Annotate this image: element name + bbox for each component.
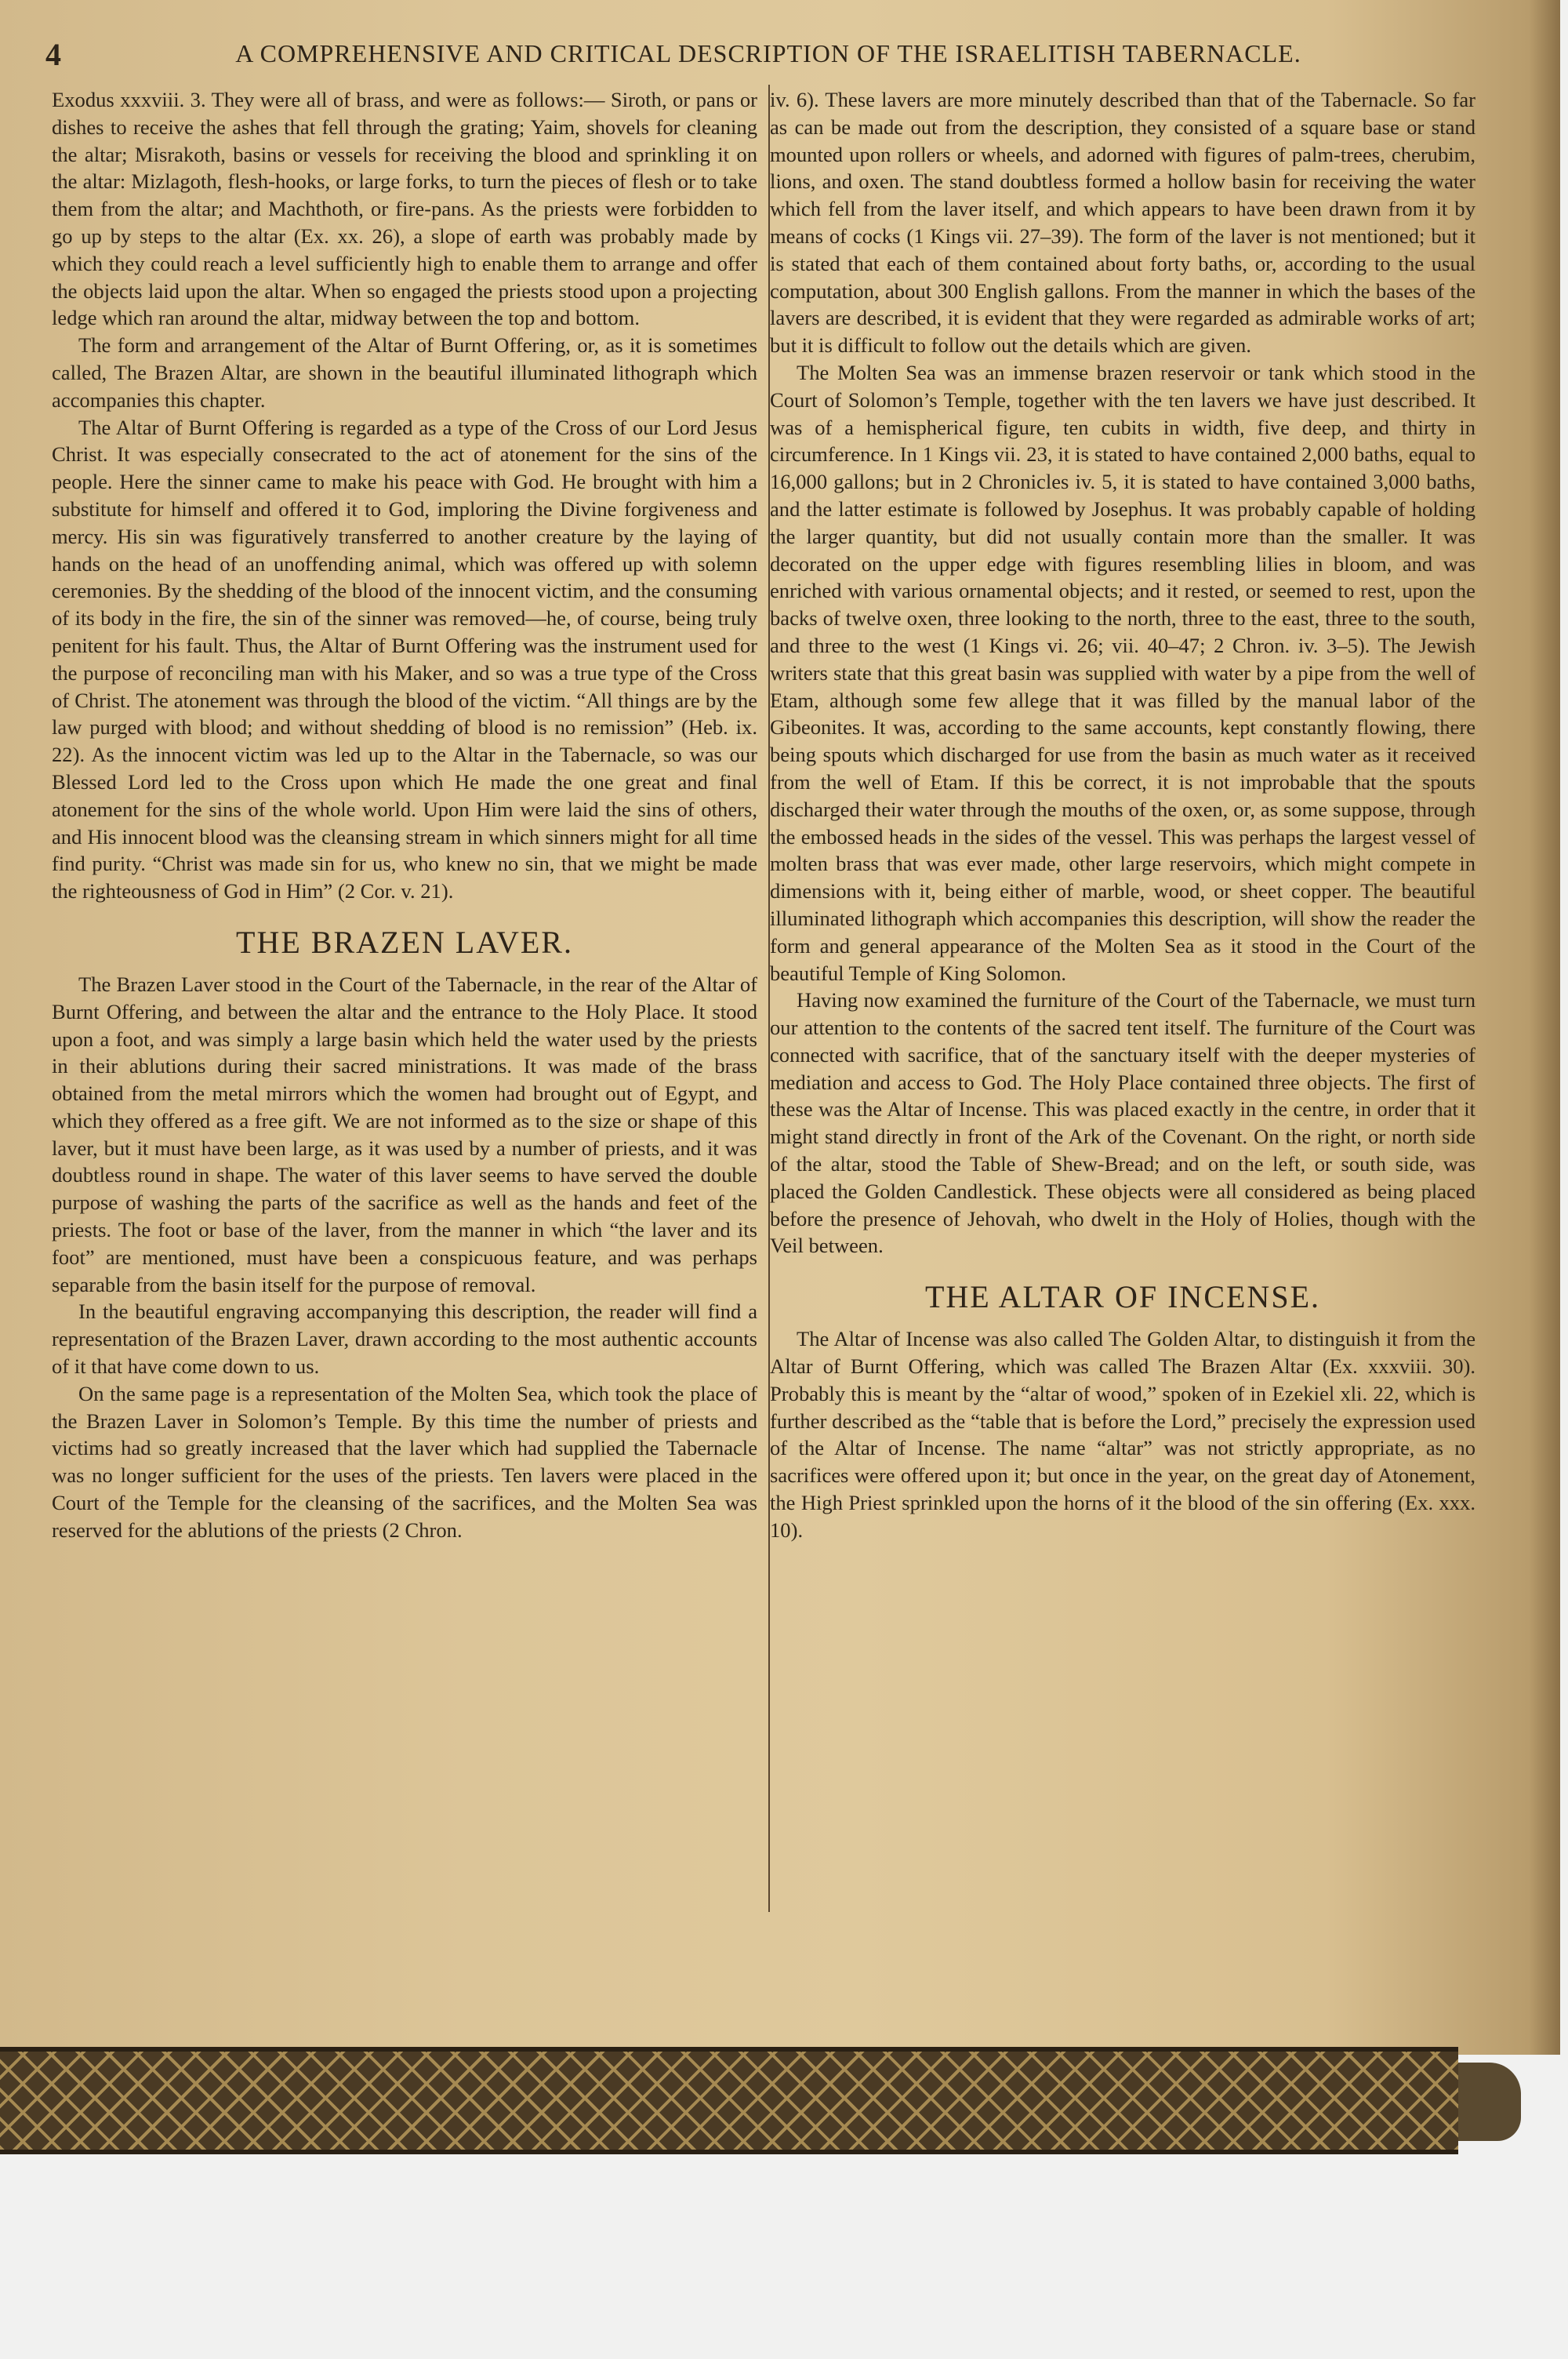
paragraph: Exodus xxxviii. 3. They were all of brass, and were as follows:— Siroth, or pans or dishes to receive the ashes that fell through the grating; Yaim, shovels for cleaning the altar; Misrakoth, basins or vessels for receiving the blood and sprinkling it on the altar: Mizlagoth, flesh-hooks, or large forks, to turn the pieces of flesh or to take them from the altar; and Machthoth, or fire-pans. As the priests were forbidden to go up by steps to the altar (Ex. xx. 26), a slope of earth was probably made by which they could reach a level sufficiently high to enable them to arrange and offer the objects laid upon the altar. When so engaged the priests stood upon a projecting ledge which ran around the altar, midway between the top and bottom. bbox=[52, 88, 757, 330]
decorative-border bbox=[0, 2047, 1458, 2154]
running-head bbox=[0, 36, 1568, 71]
paragraph: The Altar of Burnt Offering is regarded as a type of the Cross of our Lord Jesus Christ. It was especially consecrated to the act of atonement for the sins of the people. Here the sinner came to make his peace with God. He brought with him a substitute for himself and offered it to God, imploring the Divine forgiveness and mercy. His sin was figuratively transferred to another creature by the laying of hands on the head of an unoffending animal, which was offered up with solemn ceremonies. By the shedding of the blood of the innocent victim, and the consuming of its body in the fire, the sin of the sinner was removed—he, of course, being truly penitent for his fault. Thus, the Altar of Burnt Offering was the instrument used for the purpose of reconciling man with his Maker, and so was a true type of the Cross of Christ. The atonement was through the blood of the victim. “All things are by the law purged with blood; and without shedding of blood is no remission” (Heb. ix. 22). As the innocent victim was led up to the Altar in the Tabernacle, so was our Blessed Lord led to the Cross upon which He made the one great and final atonement for the sins of the whole world. Upon Him were laid the sins of others, and His innocent blood was the cleansing stream in which sinners might for all time find purity. “Christ was made sin for us, who knew no sin, that we might be made the righteousness of God in Him” (2 Cor. v. 21). bbox=[52, 415, 757, 903]
paragraph: In the beautiful engraving accompanying this description, the reader will find a representation of the Brazen Laver, drawn according to the most authentic accounts of it that have come down to us. bbox=[52, 1299, 757, 1379]
paragraph: Having now examined the furniture of the Court of the Tabernacle, we must turn our attention to the contents of the sacred tent itself. The furniture of the Court was connected with sacrifice, that of the sanctuary itself with the deeper mysteries of mediation and access to God. The Holy Place contained three objects. The first of these was the Altar of Incense. This was placed exactly in the centre, in order that it might stand directly in front of the Ark of the Covenant. On the right, or north side of the altar, stood the Table of Shew-Bread; and on the left, or south side, was placed the Golden Candlestick. These objects were all considered as being placed before the presence of Jehovah, who dwelt in the Holy of Holies, though with the Veil between. bbox=[770, 988, 1475, 1258]
right-column bbox=[770, 86, 1475, 1544]
section-heading: THE ALTAR OF INCENSE. bbox=[924, 1279, 1320, 1315]
running-title: A COMPREHENSIVE AND CRITICAL DESCRIPTION OF THE ISRAELITISH TABERNACLE. bbox=[235, 39, 1301, 67]
section-heading: THE BRAZEN LAVER. bbox=[236, 924, 573, 960]
paragraph: The Molten Sea was an immense brazen reservoir or tank which stood in the Court of Solomon’s Temple, together with the ten lavers we have just described. It was of a hemispherical figure, ten cubits in width, five deep, and thirty in circumference. In 1 Kings vii. 23, it is stated to have contained 2,000 baths, equal to 16,000 gallons; but in 2 Chronicles iv. 5, it is stated to have contained 3,000 baths, and the latter estimate is followed by Josephus. It was probably capable of holding the larger quantity, but did not usually contain more than the smaller. It was decorated on the upper edge with figures resembling lilies in bloom, and was enriched with various ornamental objects; and it rested, or seemed to rest, upon the backs of twelve oxen, three looking to the north, three to the east, three to the south, and three to the west (1 Kings vi. 26; vii. 40–47; 2 Chron. iv. 3–5). The Jewish writers state that this great basin was supplied with water by a pipe from the well of Etam, although some few allege that it was filled by the manual labor of the Gibeonites. It was, according to the same accounts, kept constantly flowing, there being spouts which discharged for use from the basin as much water as it received from the well of Etam. If this be correct, it is not improbable that the spouts discharged their water through the mouths of the oxen, or, as some suppose, through the embossed heads in the sides of the vessel. This was perhaps the largest vessel of molten brass that was ever made, other large reservoirs, which might compete in dimensions with it, being either of marble, wood, or sheet copper. The beautiful illuminated lithograph which accompanies this description, will show the reader the form and general appearance of the Molten Sea as it stood in the Court of the beautiful Temple of King Solomon. bbox=[770, 360, 1475, 985]
torn-edge bbox=[1458, 2063, 1521, 2141]
paragraph: The Altar of Incense was also called The Golden Altar, to distinguish it from the Altar of Burnt Offering, which was called The Brazen Altar (Ex. xxxviii. 30). Probably this is meant by the “altar of wood,” spoken of in Ezekiel xli. 22, which is further described as the “table that is before the Lord,” precisely the expression used of the Altar of Incense. The name “altar” was not strictly appropriate, as no sacrifices were offered upon it; but once in the year, on the great day of Atonement, the High Priest sprinkled upon the horns of it the blood of the sin offering (Ex. xxx. 10). bbox=[770, 1327, 1475, 1542]
paragraph: The Brazen Laver stood in the Court of the Tabernacle, in the rear of the Altar of Burnt Offering, and between the altar and the entrance to the Holy Place. It stood upon a foot, and was simply a large basin which held the water used by the priests in their ablutions during their sacred ministrations. It was made of the brass obtained from the metal mirrors which the women had brought out of Egypt, and which they offered as a free gift. We are not informed as to the size or shape of this laver, but it must have been large, as it was used by a number of priests, and it was doubtless round in shape. The water of this laver seems to have served the double purpose of washing the parts of the sacrifice as well as the hands and feet of the priests. The foot or base of the laver, from the manner in which “the laver and its foot” are mentioned, must have been a conspicuous feature, and was perhaps separable from the basin itself for the purpose of removal. bbox=[52, 972, 757, 1296]
left-column bbox=[52, 86, 757, 1544]
paragraph: iv. 6). These lavers are more minutely described than that of the Tabernacle. So far as can be made out from the description, they consisted of a square base or stand mounted upon rollers or wheels, and adorned with figures of palm-trees, cherubim, lions, and oxen. The stand doubtless formed a hollow basin for receiving the water which fell from the laver itself, and which appears to have been drawn from it by means of cocks (1 Kings vii. 27–39). The form of the laver is not mentioned; but it is stated that each of them contained about forty baths, or, according to the usual computation, about 300 English gallons. From the manner in which the bases of the lavers are described, it is evident that they were regarded as admirable works of art; but it is difficult to follow out the details which are given. bbox=[770, 88, 1475, 358]
paragraph: On the same page is a representation of the Molten Sea, which took the place of the Brazen Laver in Solomon’s Temple. By this time the number of priests and victims had so greatly increased that the laver which had supplied the Tabernacle was no longer sufficient for the uses of the priests. Ten lavers were placed in the Court of the Temple for the cleansing of the sacrifices, and the Molten Sea was reserved for the ablutions of the priests (2 Chron. bbox=[52, 1381, 757, 1542]
paragraph: The form and arrangement of the Altar of Burnt Offering, or, as it is sometimes called, The Brazen Altar, are shown in the beautiful illuminated lithograph which accompanies this chapter. bbox=[52, 333, 757, 412]
page-number: 4 bbox=[45, 37, 61, 72]
